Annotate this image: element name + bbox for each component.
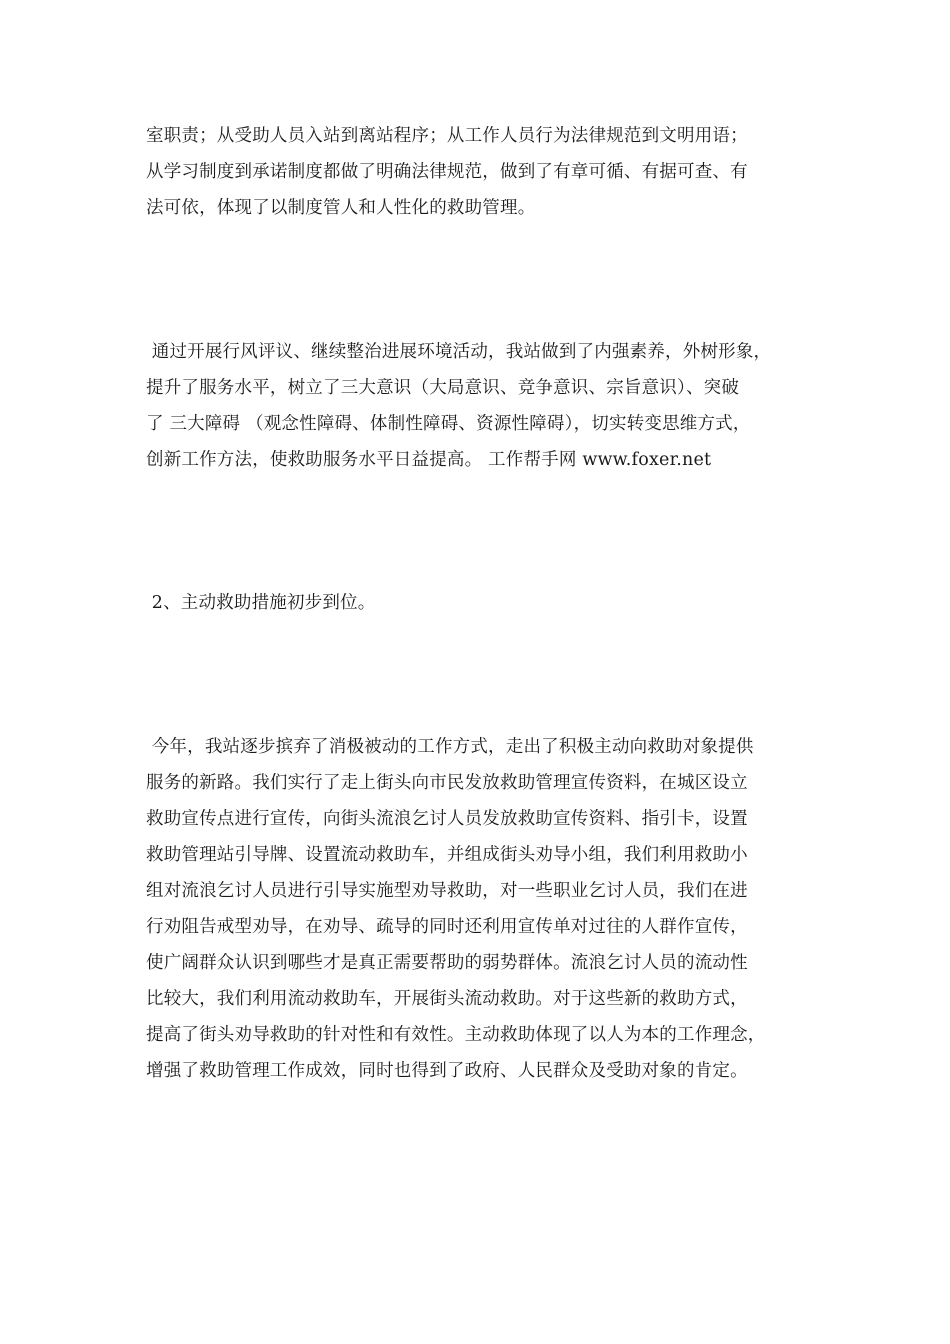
- text-line: 2、主动救助措施初步到位。: [146, 593, 376, 613]
- text-line: 提升了服务水平，树立了三大意识（大局意识、竞争意识、宗旨意识）、突破: [146, 378, 740, 398]
- text-line: 行劝阻告戒型劝导，在劝导、疏导的同时还利用宣传单对过往的人群作宣传，: [146, 917, 748, 937]
- text-line: 从学习制度到承诺制度都做了明确法律规范，做到了有章可循、有据可查、有: [146, 162, 748, 182]
- text-line: 了 三大障碍 （观念性障碍、体制性障碍、资源性障碍），切实转变思维方式，: [146, 414, 751, 434]
- text-line: 法可依，体现了以制度管人和人性化的救助管理。: [146, 198, 536, 218]
- text-line: 通过开展行风评议、继续整治进展环境活动，我站做到了内强素养，外树形象，: [146, 342, 772, 362]
- text-line: 救助管理站引导牌、设置流动救助车，并组成街头劝导小组，我们利用救助小: [146, 845, 748, 865]
- text-line: 提高了街头劝导救助的针对性和有效性。主动救助体现了以人为本的工作理念，: [146, 1025, 766, 1045]
- text-line: 组对流浪乞讨人员进行引导实施型劝导救助，对一些职业乞讨人员，我们在进: [146, 881, 748, 901]
- text-line: 比较大，我们利用流动救助车，开展街头流动救助。对于这些新的救助方式，: [146, 989, 748, 1009]
- text-line: 室职责；从受助人员入站到离站程序；从工作人员行为法律规范到文明用语；: [146, 126, 748, 146]
- text-line: 服务的新路。我们实行了走上街头向市民发放救助管理宣传资料，在城区设立: [146, 773, 748, 793]
- text-line: 创新工作方法，使救助服务水平日益提高。 工作帮手网 www.foxer.net: [146, 450, 712, 470]
- text-line: 救助宣传点进行宣传，向街头流浪乞讨人员发放救助宣传资料、指引卡，设置: [146, 809, 748, 829]
- text-line: 增强了救助管理工作成效，同时也得到了政府、人民群众及受助对象的肯定。: [146, 1061, 748, 1081]
- text-line: 今年，我站逐步摈弃了消极被动的工作方式，走出了积极主动向救助对象提供: [146, 737, 754, 757]
- text-line: 使广阔群众认识到哪些才是真正需要帮助的弱势群体。流浪乞讨人员的流动性: [146, 953, 748, 973]
